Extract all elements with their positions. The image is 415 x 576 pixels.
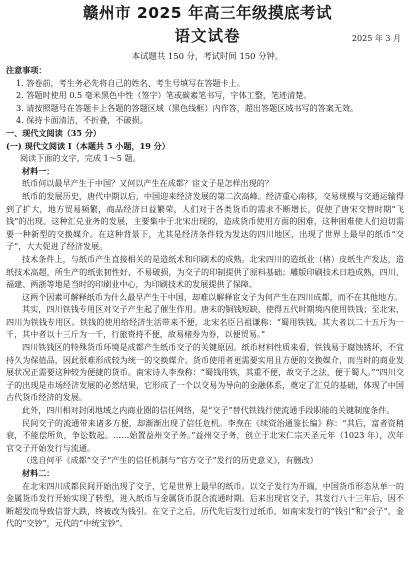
note-item: 1. 答卷前，考生务必先将自己的姓名、考生号填写在答题卡上。: [16, 77, 245, 88]
material-1-paragraph: 纸币何以最早产生于中国？又何以产生在成都？宦文子是怎样出现的？: [22, 178, 273, 189]
material-1-paragraph: 民间交子的流通带来诸多方便，却渐渐出现了信任危机。李焘在《续资治通鉴长编》称：“其后，富者资稍衰，不能偿所负，争讼数起。……始置益州交子务。”益州交子务，创立于北宋仁宗天圣元年（1023 年），次年官交子开始发行与流通。: [6, 417, 404, 453]
material-2-label: 材料二：: [22, 468, 55, 478]
material-1-paragraph: 这两个因素可解释纸币为什么最早产生于中国，却难以解释宦文子为何产生在四川成都，而不在其他地方。: [22, 291, 403, 302]
material-1-paragraph: 技术条件上，与纸币产生直接相关的是造纸术和印刷术的成熟。北宋四川的造纸业（楮）皮纸生产发达，造纸技术高超，所生产的纸张韧性好、不易破损，为交子的印制提供了原料基础；雕版印刷技术日趋成熟，四川、福建、两浙等地是当时的印刷业中心，为印刷技术的发展提供了保障。: [6, 253, 404, 290]
notes-heading: 注意事项：: [6, 65, 47, 75]
exam-date: 2025 年 3 月: [351, 34, 401, 43]
material-2-paragraph: 在北宋四川成都民间开始出现了交子，它是世界上最早的纸币。以交子发行为开端，中国货币形态从单一的金属货币发行开始实现了转型，进入纸币与金属货币混合流通时期。后来出现官交子，其发行八十三年后，因不断超发而导致信誉大跌，终被改为钱引。在交子之后，历代先后发行过纸币，如南宋发行的“钱引”和“会子”，金代的“交钞”，元代的“中统宝钞”。: [6, 480, 404, 529]
section-subheading: (一) 现代文阅读 I（本题共 5 小题，19 分）: [6, 140, 170, 151]
exam-title: 赣州市 2025 年高三年级摸底考试: [83, 4, 332, 22]
material-1-label: 材料一：: [22, 165, 55, 176]
material-1-source: （选自何平《成都“交子”产生的信任机制与“官方交子”发行的历史意义》，有删改）: [22, 455, 318, 466]
material-1-paragraph: 此外，四川相对封闭地域之内商业圈的信任网络，是“交子”替代铁钱行使流通手段职能的关键制度条件。: [22, 405, 395, 416]
note-item: 2. 答题时使用 0.5 毫米黑色中性（签字）笔或碳素笔书写，字体工整，笔迹清楚。: [16, 90, 312, 101]
subject-title: 语文试卷: [174, 27, 241, 45]
material-1-paragraph: 四川铁钱区的特殊货币环境是成都产生纸币交子的关键原因。纸币材料性质来看，铁钱易于腐蚀锈坏，不宜持久为保值品，因此很难形成较为统一的交换媒介。货币使用者更需要实用且方便的交换媒介，而当时的商业发展状况正需要这种较为便捷的货币。南宋诗人李焘称：“蜀钱用铁，其重不便，故交子之法，便于蜀人。”“四川交子的出现是市场经济发展的必然结果，它形成了一个以交易为导向的金融体系，奠定了汇兑的基础，体现了中国古代货币经济的发展。: [6, 342, 404, 403]
reading-prompt: 阅读下面的文字，完成 1～5 题。: [20, 153, 141, 164]
material-1-paragraph: 纸币的发展历史，唐代中期以后，中国迎来经济发展的第二次高峰。经济重心南移，交易规模与交通运输得到了扩大，地方贸易频繁，商品经济日益繁荣，人们对于各类货币的需求不断增长，促使了唐宋交替时期“飞钱”的出现。这种汇兑业务的发展，主要集中于北宋出现的，造成货币使用方面的困难，这种困难使人们迫切需要一种新型的交换媒介。在这种背景下，尤其是经济条件较为发达的四川地区，出现了世界上最早的纸币“交子”，大大促进了经济发展。: [6, 190, 404, 252]
note-item: 3. 请按照题号在答题卡上各题的答题区域（黑色线框）内作答，超出答题区域书写的答案无效。: [16, 102, 359, 113]
section-heading: 一、现代文阅读（35 分）: [6, 127, 102, 138]
material-1-paragraph: 其实，四川铁钱专用区对交子产生起了催生作用。唐末的铜钱短缺，使得五代时期境内使用铁钱；至北宋，四川为铁钱专用区。铁钱的使用给经济生活带来不便，北宋名臣吕祖谦称：“蜀用铁钱，其大者以二十五斤为一千，其中者以十三斤为一千，行旅赍持不便，故易楮券为券，以便贸易。”: [6, 304, 404, 340]
note-item: 4. 保持卡面清洁，不折叠，不破损。: [16, 115, 148, 126]
exam-instructions: 本试题共 150 分，考试时间 150 分钟。: [131, 51, 284, 61]
exam-content: [6, 64, 404, 530]
